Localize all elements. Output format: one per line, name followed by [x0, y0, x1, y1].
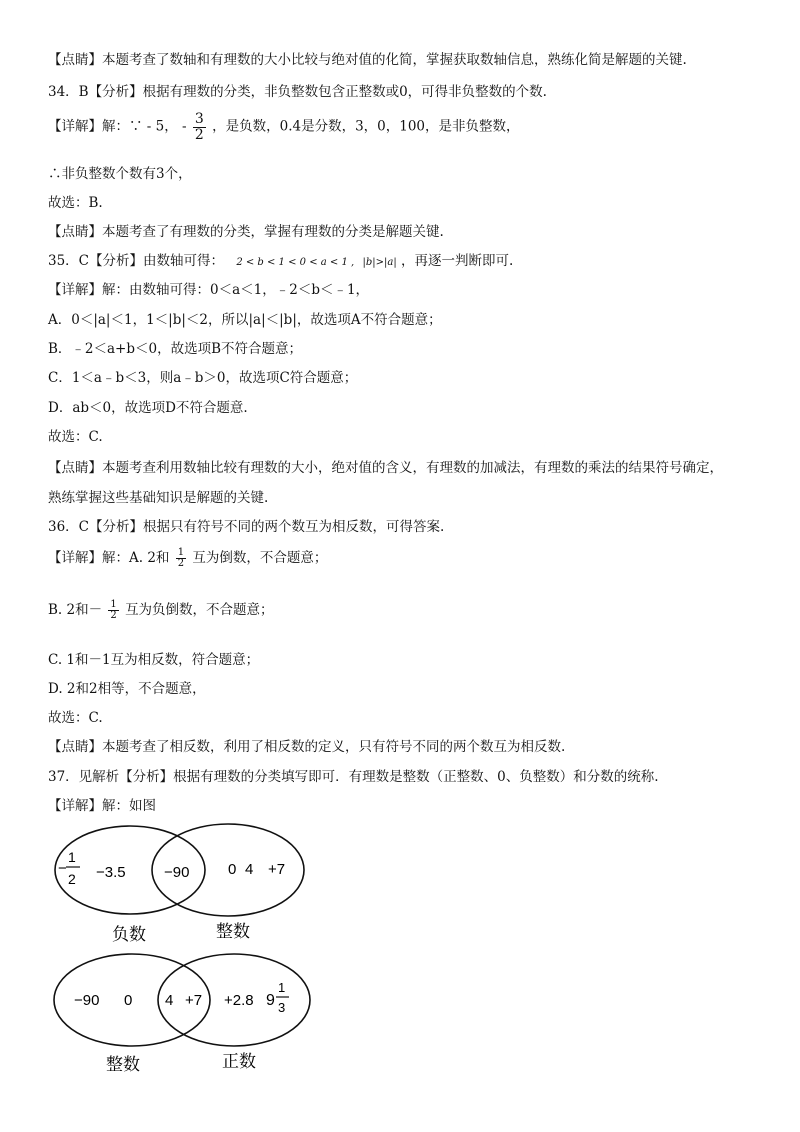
q36-option-b-text-a: B. 2和－	[48, 602, 103, 618]
q36-analysis: 36．C【分析】根据只有符号不同的两个数互为相反数，可得答案.	[48, 519, 445, 535]
venn2-right-value-1: +2.8	[224, 992, 254, 1009]
venn-diagram-negative-integer	[40, 820, 340, 950]
venn2-right-value-2: 9	[266, 992, 275, 1009]
q34-detail-text-b: ，是负数，0.4是分数，3，0，100，是非负整数，	[212, 118, 520, 135]
q36-a-fraction-denominator: 2	[177, 558, 185, 569]
q37-analysis: 37．见解析【分析】根据有理数的分类填写即可．有理数是整数（正整数、0、负整数）和分数的统称.	[48, 769, 659, 785]
q34-fraction	[193, 112, 206, 142]
q34-detail-neg: -	[182, 118, 187, 135]
q36-option-c: C. 1和－1互为相反数，符合题意；	[48, 652, 260, 668]
q36-b-fraction-denominator: 2	[110, 610, 117, 621]
q34-choice: 故选：B.	[48, 195, 103, 211]
venn1-right-value-2: 4	[245, 861, 254, 878]
q34-note: 【点睛】本题考查了有理数的分类，掌握有理数的分类是解题关键.	[48, 224, 444, 240]
q35-option-d: D．ab＜0，故选项D不符合题意.	[48, 400, 248, 416]
q36-b-fraction-numerator: 1	[110, 598, 117, 610]
venn2-right-label: 正数	[222, 1052, 256, 1071]
venn2-frac-den: 3	[278, 1000, 286, 1015]
q35-analysis-text-a: 35．C【分析】由数轴可得：	[48, 253, 225, 269]
venn1-right-label: 整数	[216, 922, 250, 941]
q34-fraction-numerator: 3	[194, 111, 204, 127]
q36-note: 【点睛】本题考查了相反数，利用了相反数的定义，只有符号不同的两个数互为相反数.	[48, 739, 566, 755]
q36-option-b	[48, 598, 274, 622]
q35-option-a: A．0＜|a|＜1，1＜|b|＜2，所以|a|＜|b|，故选项A不符合题意；	[48, 312, 442, 328]
venn2-left-label: 整数	[106, 1055, 140, 1074]
q36-option-d: D. 2和2相等，不合题意，	[48, 681, 206, 697]
q35-note-line2: 熟练掌握这些基础知识是解题的关键.	[48, 490, 269, 506]
q35-abs-condition: |b|>|a|	[362, 257, 397, 268]
venn2-overlap-value-1: 4	[165, 992, 174, 1009]
q36-a-fraction-numerator: 1	[177, 546, 185, 558]
q34-detail-text-a: 【详解】解：∵ - 5，	[48, 118, 178, 135]
q36-a-fraction	[176, 548, 186, 570]
q34-analysis: 34．B【分析】根据有理数的分类，非负整数包含正整数或0，可得非负整数的个数.	[48, 84, 547, 100]
q35-option-b: B．﹣2＜a+b＜0，故选项B不符合题意；	[48, 341, 303, 357]
q36-option-a-text-a: 【详解】解：A. 2和	[48, 550, 170, 566]
venn1-frac-den: 2	[68, 871, 76, 887]
venn1-frac-num: 1	[68, 849, 76, 865]
q35-option-c: C．1＜a﹣b＜3，则a﹣b＞0，故选项C符合题意；	[48, 370, 358, 386]
q35-note-line1: 【点睛】本题考查利用数轴比较有理数的大小，绝对值的含义，有理数的加减法，有理数的乘法的结果符号确定，	[48, 460, 723, 476]
venn1-overlap-value: −90	[164, 864, 190, 881]
q35-analysis-text-b: ，再逐一判断即可.	[400, 253, 514, 269]
venn1-left-label: 负数	[112, 925, 146, 944]
q36-option-b-text-b: 互为负倒数，不合题意；	[125, 602, 274, 618]
venn-diagram-integer-positive	[40, 950, 340, 1080]
q36-b-fraction	[108, 600, 118, 622]
q36-choice: 故选：C.	[48, 710, 103, 726]
q33-note: 【点睛】本题考查了数轴和有理数的大小比较与绝对值的化简，掌握获取数轴信息，熟练化简是解题的关键.	[48, 52, 687, 68]
venn2-overlap-value-2: +7	[185, 992, 203, 1009]
venn2-left-value-2: 0	[124, 992, 133, 1009]
venn1-right-value-3: +7	[268, 861, 286, 878]
q36-option-a-text-b: 互为倒数，不合题意；	[192, 550, 328, 566]
q35-condition: 2 < b < 1 < 0 < a < 1 ,	[236, 257, 355, 268]
venn2-frac-num: 1	[278, 980, 286, 995]
q35-analysis	[48, 249, 513, 269]
q35-choice: 故选：C.	[48, 429, 103, 445]
q34-therefore: ∴非负整数个数有3个，	[48, 166, 192, 182]
q37-detail: 【详解】解：如图	[48, 798, 156, 814]
q35-detail: 【详解】解：由数轴可得：0＜a＜1，﹣2＜b＜﹣1，	[48, 282, 370, 298]
venn1-right-value-1: 0	[228, 861, 237, 878]
q34-detail	[48, 112, 520, 142]
q36-option-a	[48, 546, 327, 570]
venn1-left-value: −3.5	[96, 864, 126, 881]
q34-fraction-denominator: 2	[194, 126, 204, 143]
venn1-frac-sign: −	[58, 860, 67, 877]
venn2-left-value-1: −90	[74, 992, 100, 1009]
